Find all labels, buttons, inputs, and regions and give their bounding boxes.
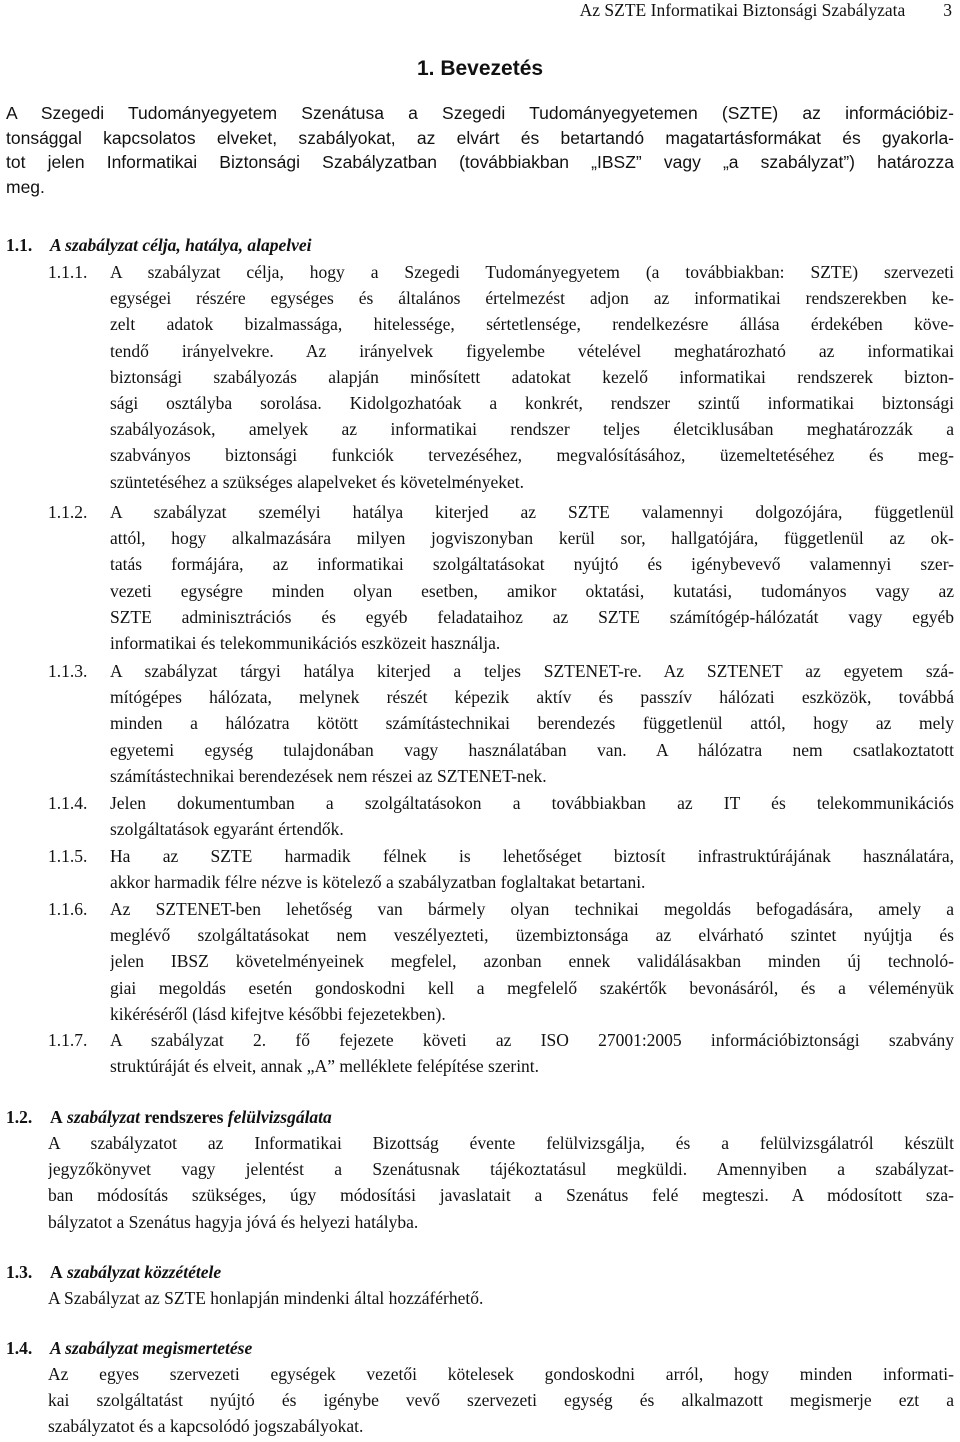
section-1-2-body — [48, 1130, 954, 1235]
item-number: 1.1.5. — [48, 846, 88, 866]
item-line: tendő irányelvekre. Az irányelvek figyelembe vételével meghatározható az informatikai — [110, 340, 954, 361]
intro-line: A Szegedi Tudományegyetem Szenátusa a Szegedi Tudományegyetemen (SZTE) az információbiz- — [6, 103, 954, 123]
item-number: 1.1.4. — [48, 793, 88, 813]
item-line: meglévő szolgáltatásokat nem veszélyezteti, üzembiztonsága az elvárható szintet nyújtja és — [110, 925, 954, 946]
item-line: A szabályzat tárgyi hatálya kiterjed a teljes SZTENET-re. Az SZTENET az egyetem szá- — [110, 661, 954, 681]
section-title: A szabályzat célja, hatálya, alapelvei — [50, 235, 312, 255]
body-line: szabályzatot és a kapcsolódó jogszabályokat. — [48, 1416, 364, 1437]
list-item-1-1-4 — [48, 790, 954, 842]
item-line: jelen IBSZ követelményeinek megfelel, azonban ennek validálásakban minden új technoló- — [110, 951, 954, 972]
item-line: szabályozások, amelyek az informatikai rendszer teljes életciklusában meghatározzák a — [110, 419, 954, 440]
item-body — [110, 499, 954, 656]
body-line: A Szabályzat az SZTE honlapján mindenki által hozzáférhető. — [48, 1288, 484, 1308]
item-line: struktúráját és elveit, annak „A” melléklete felépítése szerint. — [110, 1056, 540, 1077]
list-item-1-1-2 — [48, 499, 954, 656]
section-title-part: A — [50, 1107, 63, 1127]
item-body — [110, 658, 954, 789]
item-number: 1.1.7. — [48, 1030, 88, 1050]
body-line: A szabályzatot az Informatikai Bizottság évente felülvizsgálja, és a felülvizsgálatról készült — [48, 1133, 954, 1153]
item-line: A szabályzat célja, hogy a Szegedi Tudományegyetem (a továbbiakban: SZTE) szervezeti — [110, 262, 954, 282]
item-line: SZTE adminisztrációs és egyéb feladataihoz az SZTE számítógép-hálózatát vagy egyéb — [110, 606, 954, 627]
section-1-4-body — [48, 1361, 954, 1440]
intro-paragraph — [6, 100, 954, 198]
item-body — [110, 843, 954, 895]
list-item-1-1-6 — [48, 896, 954, 1027]
item-line: Az SZTENET-ben lehetőség van bármely olyan technikai megoldás befogadására, amely a — [110, 899, 954, 919]
item-body — [110, 1027, 954, 1079]
item-number: 1.1.3. — [48, 661, 88, 681]
item-line: A szabályzat személyi hatálya kiterjed az SZTE valamennyi dolgozójára, függetlenül — [110, 502, 954, 522]
list-item-1-1-1 — [48, 259, 954, 495]
section-1-3-body — [48, 1285, 954, 1311]
item-line: Jelen dokumentumban a szolgáltatásokon a továbbiakban az IT és telekommunikációs — [110, 793, 954, 813]
page-number: 3 — [943, 0, 952, 20]
section-number: 1.4. — [6, 1338, 33, 1358]
running-header — [580, 0, 952, 21]
item-line: biztonsági szabályozás alapján minősített adatokat kezelő informatikai rendszerek bizton- — [110, 366, 954, 387]
body-line: Az egyes szervezeti egységek vezetői kötelesek gondoskodni arról, hogy minden informati- — [48, 1364, 954, 1384]
item-line: zelt adatok bizalmassága, hitelessége, sértetlensége, rendelkezésre állása érdekében köve- — [110, 314, 954, 335]
item-body — [110, 790, 954, 842]
item-number: 1.1.1. — [48, 262, 88, 282]
chapter-number: 1. — [416, 57, 435, 80]
section-number: 1.2. — [6, 1107, 33, 1127]
item-line: szüntetéséhez a szükséges alapelveket és követelményeket. — [110, 471, 524, 492]
item-line: attól, hogy alkalmazására milyen jogviszonyban kerül sor, hallgatójára, függetlenül az ok- — [110, 528, 954, 549]
section-title-part: szabályzat közzététele — [67, 1262, 222, 1282]
item-line: tatás formájára, az informatikai szolgáltatásokat nyújtó és igénybevevő valamennyi szer- — [110, 554, 954, 575]
section-heading-1-3 — [6, 1259, 221, 1285]
section-heading-1-2 — [6, 1104, 332, 1130]
chapter-title-text: Bevezetés — [440, 57, 544, 80]
list-item-1-1-5 — [48, 843, 954, 895]
item-line: kikéréséről (lásd kifejtve későbbi fejezetekben). — [110, 1003, 446, 1024]
item-line: mítógépes hálózata, melynek részét képezik aktív és passzív hálózati eszközök, továbbá — [110, 687, 954, 708]
item-line: sági osztályba sorolása. Kidolgozhatóak a konkrét, rendszer szintű informatikai biztonsági — [110, 392, 954, 413]
item-line: akkor harmadik félre nézve is kötelező a szabályzatban foglaltakat betartani. — [110, 872, 646, 893]
section-title-part: rendszeres — [144, 1107, 224, 1127]
item-line: informatikai és telekommunikációs eszközeit használja. — [110, 632, 501, 653]
item-line: számítástechnikai berendezések nem részei az SZTENET-nek. — [110, 765, 547, 786]
section-number: 1.1. — [6, 235, 33, 255]
item-line: egységei részére egységes és általános értelmezést adjon az informatikai rendszerekben ke- — [110, 288, 954, 309]
item-number: 1.1.2. — [48, 502, 88, 522]
intro-line: tonsággal kapcsolatos elveket, szabályokat, az elvárt és betartandó magatartásformákat és gyakorla- — [6, 127, 954, 148]
body-line: jegyzőkönyvet vagy jelentést a Szenátusnak tájékoztatásul megküldi. Amennyiben a szabályzat- — [48, 1159, 954, 1180]
body-line: ban módosítás szükséges, úgy módosítási javaslatait a Szenátus felé megteszi. A módosított sza- — [48, 1185, 954, 1206]
list-item-1-1-7 — [48, 1027, 954, 1079]
running-header-title: Az SZTE Informatikai Biztonsági Szabályzata — [579, 0, 906, 20]
section-heading-1-1 — [6, 232, 312, 258]
item-line: szolgáltatások egyaránt értendők. — [110, 819, 344, 840]
section-title-part: felülvizsgálata — [227, 1107, 332, 1127]
item-line: egyetemi egység tulajdonában vagy használatában van. A hálózatra nem csatlakoztatott — [110, 739, 954, 760]
intro-line: tot jelen Informatikai Biztonsági Szabályzatban (továbbiakban „IBSZ” vagy „a szabályzat”) határozza — [6, 152, 954, 172]
item-body — [110, 259, 954, 495]
section-number: 1.3. — [6, 1262, 33, 1282]
intro-line: meg. — [6, 176, 45, 197]
item-body — [110, 896, 954, 1027]
item-line: minden a hálózatra kötött számítástechnikai berendezés függetlenül attól, hogy az mely — [110, 713, 954, 734]
item-line: Ha az SZTE harmadik félnek is lehetőséget biztosít infrastruktúrájának használatára, — [110, 846, 954, 866]
body-line: bályzatot a Szenátus hagyja jóvá és helyezi hatályba. — [48, 1211, 419, 1232]
chapter-title — [0, 55, 960, 83]
item-line: A szabályzat 2. fő fejezete követi az ISO 27001:2005 információbiztonsági szabvány — [110, 1030, 954, 1050]
item-number: 1.1.6. — [48, 899, 88, 919]
item-line: szabványos biztonsági funkciók tervezéséhez, megvalósításához, üzemeltetéséhez és meg- — [110, 445, 954, 466]
item-line: vezeti egységre minden olyan esetben, amikor oktatási, kutatási, tudományos vagy az — [110, 580, 954, 601]
section-title-part: szabályzat — [67, 1107, 140, 1127]
list-item-1-1-3 — [48, 658, 954, 789]
body-line: kai szolgáltatást nyújtó és igénybe vevő szervezeti egység és alkalmazott megismerje ezt a — [48, 1390, 954, 1411]
section-title-part: A — [50, 1262, 63, 1282]
section-heading-1-4 — [6, 1335, 252, 1361]
section-title: A szabályzat megismertetése — [50, 1338, 253, 1358]
item-line: giai megoldás esetén gondoskodni kell a megfelelő szakértők bevonásáról, és a véleményük — [110, 977, 954, 998]
